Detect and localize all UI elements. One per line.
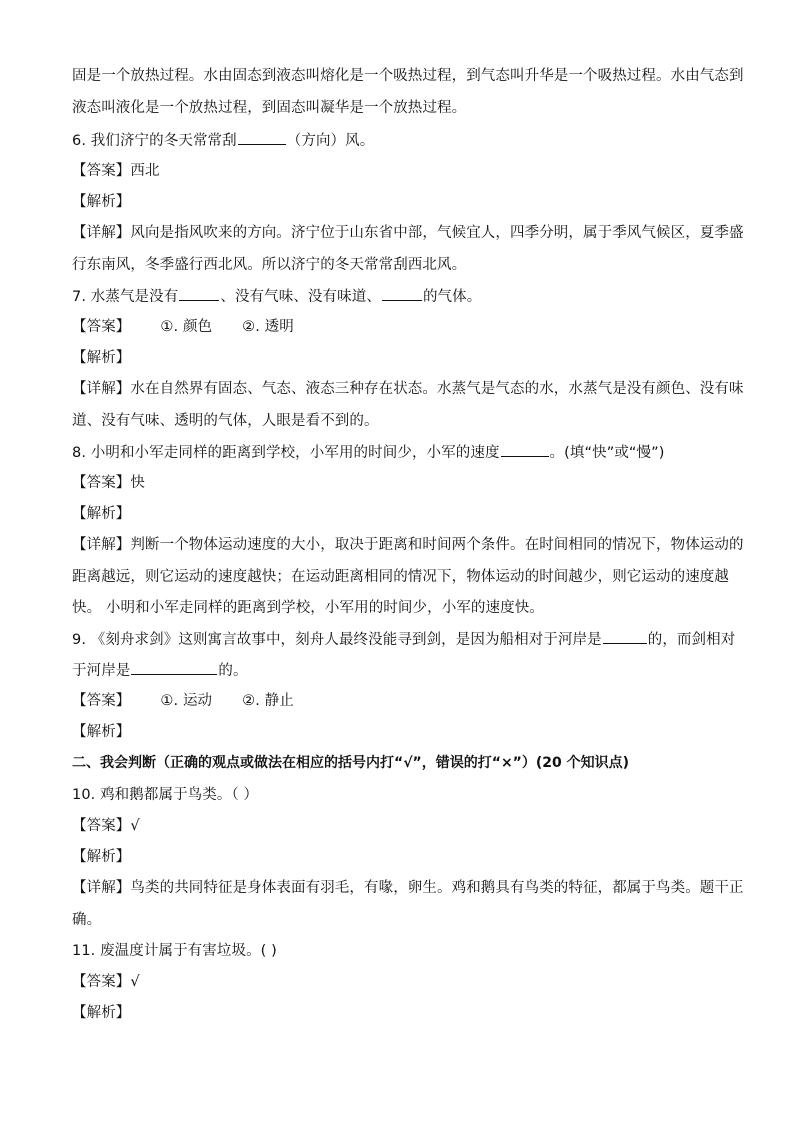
option-text: 颜色	[182, 319, 213, 335]
option-number: ①.	[160, 319, 179, 335]
question-6-answer	[72, 161, 160, 181]
option-text: 运动	[182, 693, 213, 709]
answer-label: 【答案】	[72, 163, 131, 179]
detail-text: 鸟类的共同特征是身体表面有羽毛，有喙，卵生。鸡和鹅具有鸟类的特征，都属于鸟类。题干正	[130, 880, 744, 896]
analysis-label: 【解析】	[72, 724, 131, 740]
question-8	[72, 442, 665, 463]
option-number: ②.	[242, 693, 260, 709]
question-10-analysis	[72, 847, 130, 867]
answer-label: 【答案】	[72, 818, 131, 834]
analysis-label: 【解析】	[72, 1005, 131, 1021]
question-7-detail-2: 道、没有气味、透明的气体，人眼是看不到的。	[72, 413, 379, 429]
question-11-analysis	[72, 1003, 130, 1023]
option-number: ①.	[160, 693, 179, 709]
question-9-line-2	[72, 660, 248, 681]
detail-text: 风向是指风吹来的方向。济宁位于山东省中部，气候宜人，四季分明，属于季风气候区，夏季盛	[130, 225, 744, 241]
question-6-analysis	[72, 192, 130, 212]
question-8-detail-2: 距离越远，则它运动的速度越快；在运动距离相同的情况下，物体运动的时间越少，则它运动的速度越	[72, 569, 729, 585]
answer-blank	[179, 286, 219, 301]
analysis-label: 【解析】	[72, 350, 131, 366]
detail-text: 判断一个物体运动速度的大小，取决于距离和时间两个条件。在时间相同的情况下，物体运动的	[130, 537, 744, 553]
option-number: ②.	[242, 319, 260, 335]
detail-label: 【详解】	[72, 880, 131, 896]
question-10-detail-2: 确。	[72, 912, 102, 928]
intro-line-2: 液态叫液化是一个放热过程，到固态叫凝华是一个放热过程。	[72, 100, 467, 116]
question-8-answer	[72, 473, 145, 493]
question-8-stem: 8. 小明和小军走同样的距离到学校，小军用的时间少，小军的速度	[72, 445, 500, 461]
answer-text: 快	[130, 475, 146, 491]
answer-text: √	[130, 974, 140, 990]
analysis-label: 【解析】	[72, 849, 131, 865]
answer-blank	[382, 286, 422, 301]
question-9-line-2-suffix: 的。	[218, 663, 248, 679]
question-9	[72, 629, 735, 650]
detail-label: 【详解】	[72, 537, 131, 553]
question-11: 11. 废温度计属于有害垃圾。( )	[72, 943, 277, 959]
question-7-analysis	[72, 348, 130, 368]
question-8-suffix: 。(填“快”或“慢”)	[549, 445, 665, 461]
question-7-detail-1	[72, 379, 744, 399]
answer-label: 【答案】	[72, 693, 131, 709]
answer-text: 西北	[130, 163, 160, 179]
question-11-answer	[72, 972, 140, 992]
question-10: 10. 鸡和鹅都属于鸟类。（ ）	[72, 787, 259, 803]
answer-label: 【答案】	[72, 475, 131, 491]
question-6-detail-2: 行东南风，冬季盛行西北风。所以济宁的冬天常常刮西北风。	[72, 257, 467, 273]
question-9-suffix: 的，而剑相对	[647, 632, 736, 648]
question-8-detail-1	[72, 535, 744, 555]
question-7-suffix: 的气体。	[422, 289, 482, 305]
section-2-heading: 二、我会判断（正确的观点或做法在相应的括号内打“√”，错误的打“×”）(20 个知识点)	[72, 755, 630, 771]
question-10-detail-1	[72, 878, 744, 898]
analysis-label: 【解析】	[72, 194, 131, 210]
question-7-answer	[72, 317, 294, 337]
question-7-stem: 7. 水蒸气是没有	[72, 289, 179, 305]
question-6-suffix: （方向）风。	[286, 133, 375, 149]
question-10-answer	[72, 816, 140, 836]
answer-text: √	[130, 818, 140, 834]
question-7-middle: 、没有气味、没有味道、	[220, 289, 381, 305]
analysis-label: 【解析】	[72, 506, 131, 522]
question-8-detail-3: 快。 小明和小军走同样的距离到学校，小军用的时间少，小军的速度快。	[72, 600, 544, 616]
question-8-analysis	[72, 504, 130, 524]
answer-label: 【答案】	[72, 974, 131, 990]
question-6-detail-1	[72, 223, 744, 243]
intro-line-1: 固是一个放热过程。水由固态到液态叫熔化是一个吸热过程，到气态叫升华是一个吸热过程。水由气态到	[72, 68, 744, 84]
answer-blank	[238, 130, 286, 145]
question-7	[72, 286, 481, 307]
answer-label: 【答案】	[72, 319, 131, 335]
answer-blank	[131, 660, 217, 675]
question-9-stem: 9. 《刻舟求剑》这则寓言故事中，刻舟人最终没能寻到剑，是因为船相对于河岸是	[72, 632, 602, 648]
detail-label: 【详解】	[72, 381, 131, 397]
question-6-stem: 6. 我们济宁的冬天常常刮	[72, 133, 237, 149]
question-9-answer	[72, 691, 294, 711]
question-9-analysis	[72, 722, 130, 742]
answer-blank	[603, 629, 647, 644]
question-6	[72, 130, 374, 151]
option-text: 透明	[264, 319, 294, 335]
option-text: 静止	[264, 693, 294, 709]
detail-text: 水在自然界有固态、气态、液态三种存在状态。水蒸气是气态的水，水蒸气是没有颜色、没有味	[130, 381, 744, 397]
question-9-line-2-stem: 于河岸是	[72, 663, 131, 679]
answer-blank	[501, 442, 549, 457]
detail-label: 【详解】	[72, 225, 131, 241]
